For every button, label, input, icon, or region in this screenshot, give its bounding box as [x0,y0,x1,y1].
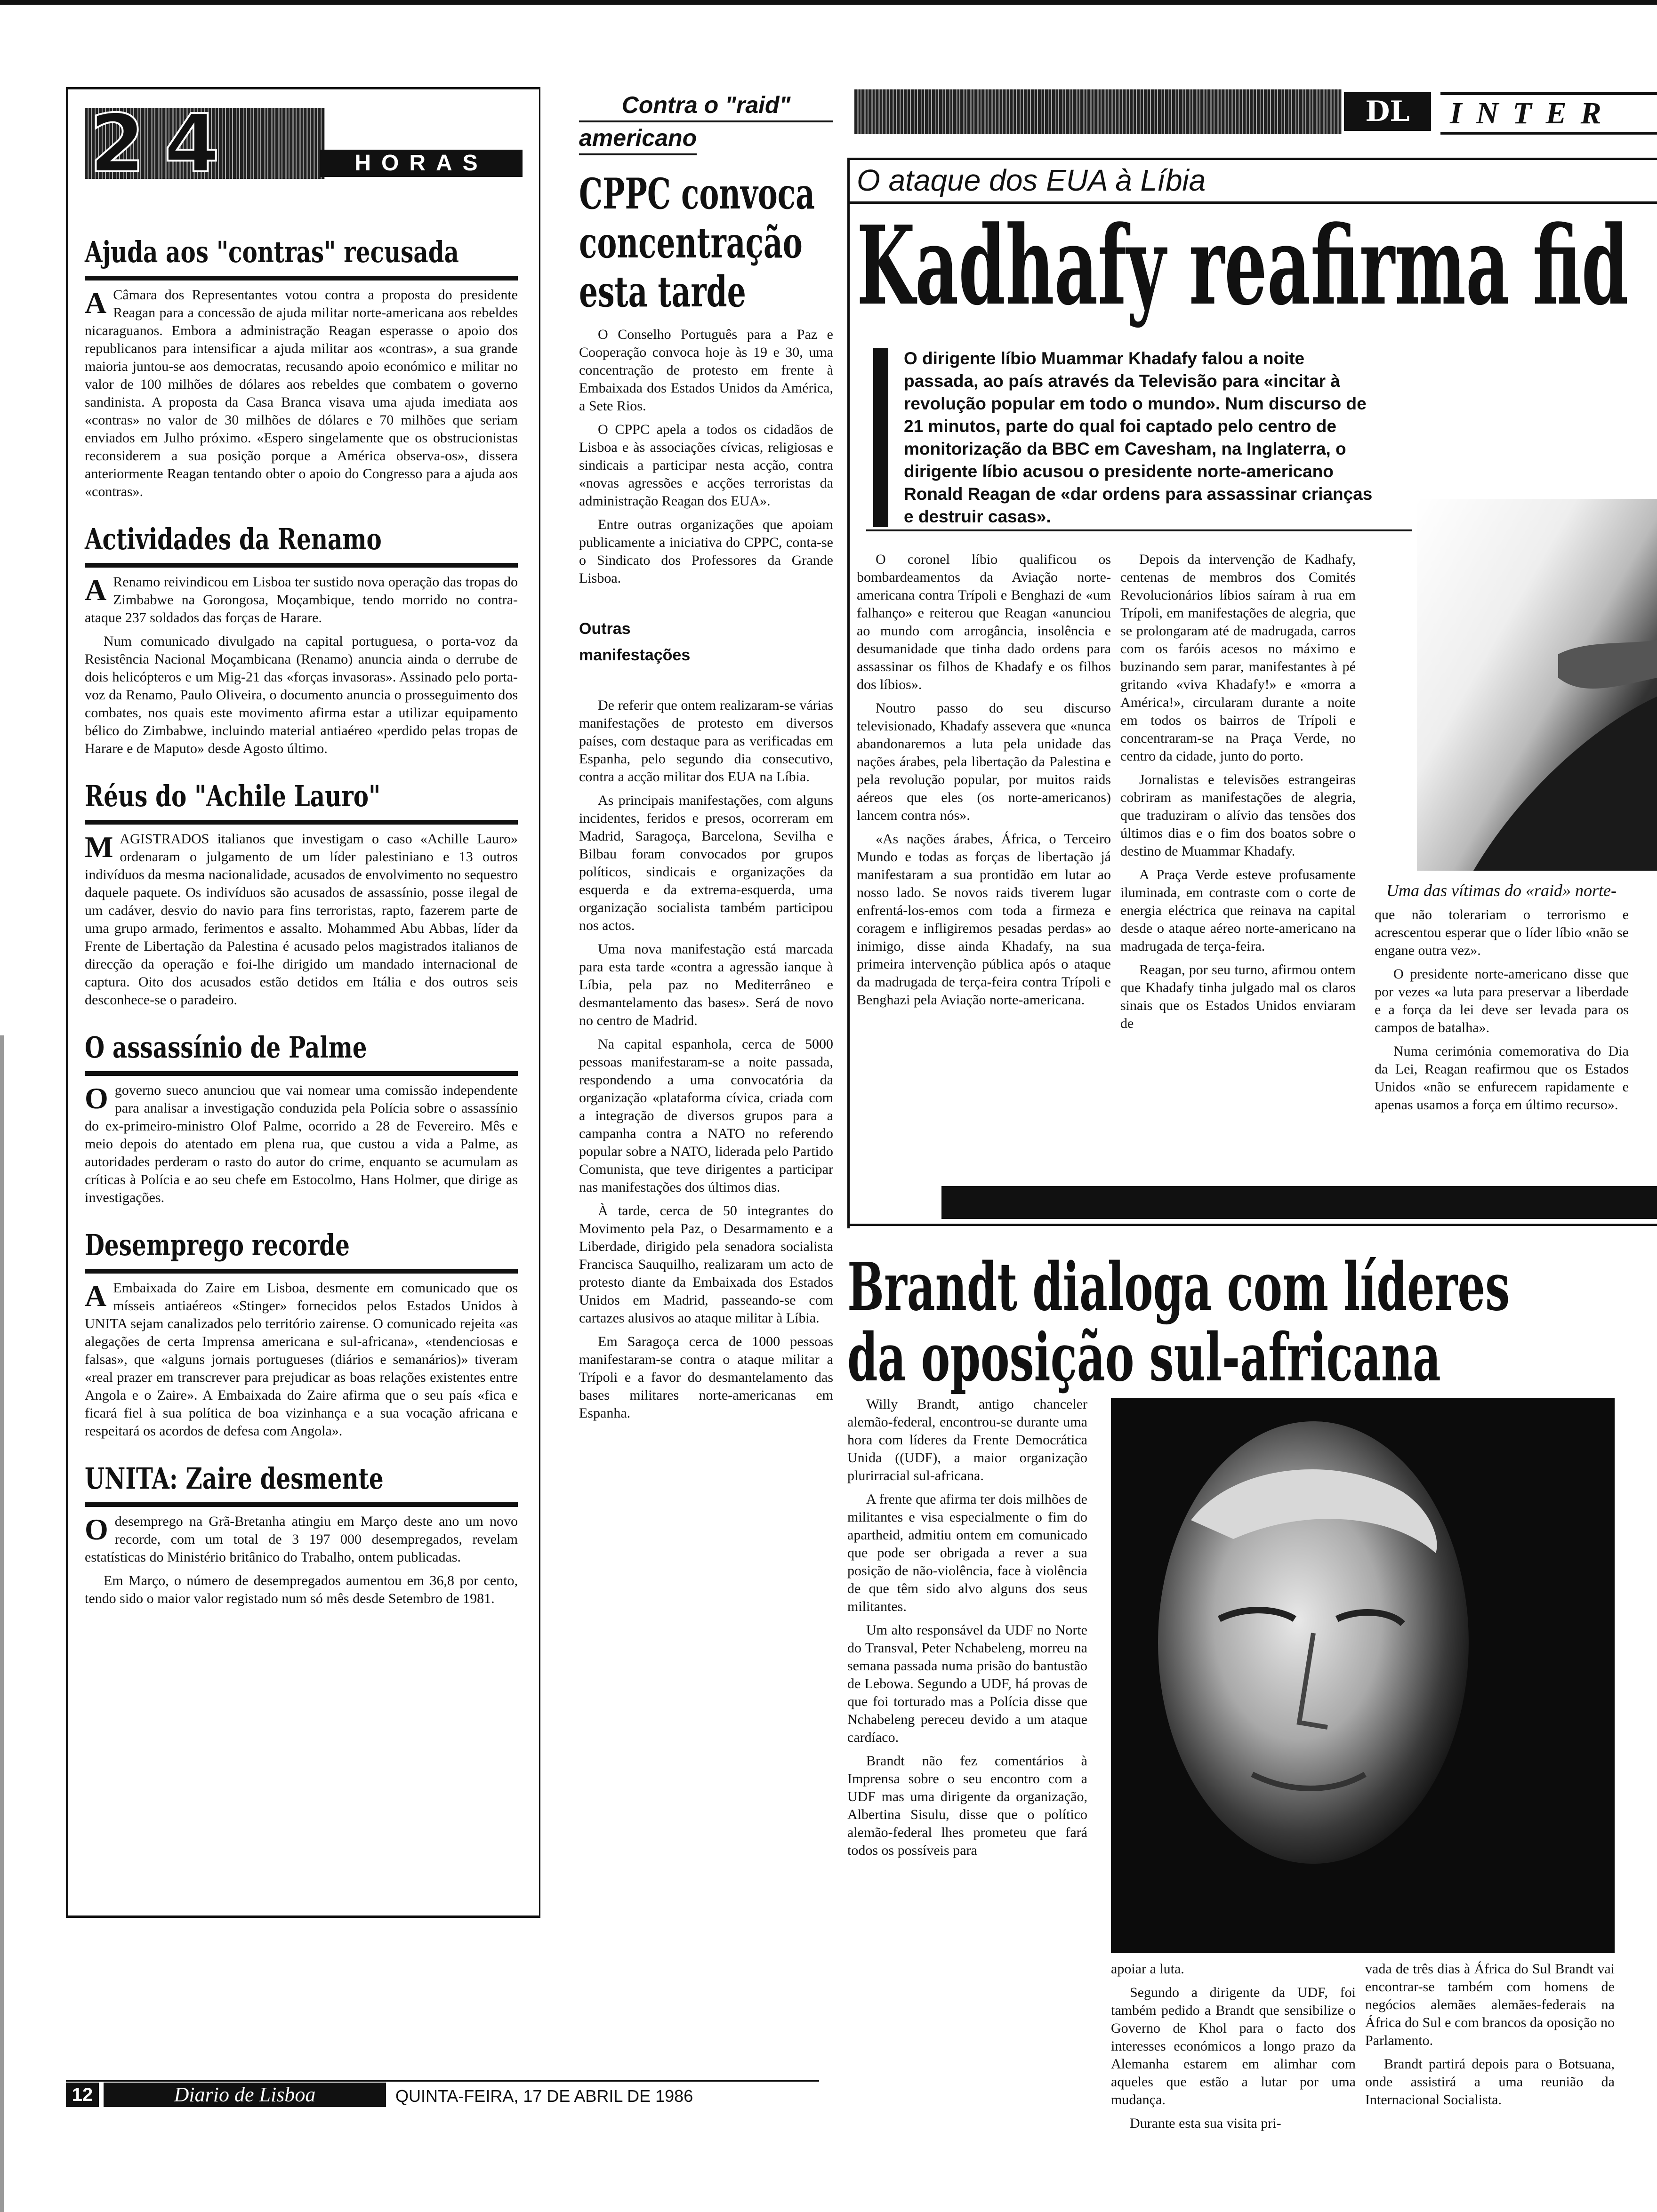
kadhafy-paragraph: Reagan, por seu turno, afirmou ontem que Khadafy tinha julgado mal os claros sinais que os Estados Unidos enviaram de [1120,962,1356,1031]
brief-rule [85,276,518,281]
kadhafy-paragraph: Noutro passo do seu discurso televisionado, Khadafy assevera que «nunca abandonaremos a luta pela unidade das nações árabes, pela libertação da Palestina e pela revolução popular, por muitos raids aéreos que eles (os norte-americanos) lancem contra nós». [857,700,1111,823]
brandt-photo [1111,1398,1615,1953]
paper-name: Diario de Lisboa [104,2083,386,2107]
brief-story-desemprego [85,1228,518,1440]
cppc-paragraph: Na capital espanhola, cerca de 5000 pessoas manifestaram-se a noite passada, respondendo a uma convocatória da organização «plataforma cívica, criada com a integração de diversos grupos para a campanha contra a NATO no referendo popular sobre a NATO, liderada pelo Partido Comunista, que teve dirigentes a participar nas manifestações dos últimos dias. [579,1036,833,1195]
cppc-paragraph: Entre outras organizações que apoiam publicamente a iniciativa do CPPC, conta-se o Sindicato dos Professores da Grande Lisboa. [579,517,833,586]
kadhafy-paragraph: A Praça Verde esteve profusamente iluminada, em contraste com o corte de energia eléctrica que reinava na capital desde o ataque aéreo norte-americano na madrugada de terça-feira. [1120,867,1356,954]
section-tag: INTER [1440,92,1657,135]
left-edge-shadow [0,1035,4,2212]
brief-story-unita [85,1462,518,1608]
lead-underline [866,529,1412,531]
victim-photo [1417,499,1657,871]
brief-rule [85,1071,518,1076]
kicker-line: Contra o "raid" [579,89,833,122]
kadhafy-paragraph: O coronel líbio qualificou os bombardeamentos da Aviação norte-americana contra Trípoli e Benghazi de «um falhanço» e reiterou que Reagan «anunciou ao mundo com arrogância, insolência e desumanidade que tinha dado ordens para assassinar os filhos de Khadafy e os filhos dos líbios». [857,552,1111,692]
kadhafy-paragraph: Depois da intervenção de Kadhafy, centenas de membros dos Comités Revolucionários líbios saíram à rua em Trípoli, em manifestações de alegria, que se prolongaram até de madrugada, carros com os faróis acesos no máximo e buzinando sem parar, manifestantes à pé gritando «viva Khadafy!» e «morra a América!», circularam durante a noite em todos os bairros de Trípoli e concentraram-se na Praça Verde, no centro da cidade, junto do porto. [1120,552,1356,764]
brief-paragraph: AGISTRADOS italianos que investigam o caso «Achille Lauro» ordenaram o julgamento de um líder palestiniano e 13 outros indivíduos da mesma nacionalidade, acusados de envolvimento no sequestro daquele paquete. Os indivíduos são acusados de assassínio, posse ilegal de um cadáver, desvio do navio para fins terroristas, rapto, fazerem parte de uma grupo armado, ferimentos e assalto. Mohammed Abu Abbas, líder da Frente de Libertação da Palestina é acusado pelos magistrados italianos de direcção da operação e foi-lhe dirigido um mandado internacional de captura. Oito dos acusados estão detidos em Itália e dos outros seis desconhece-se o paradeiro. [85,831,518,1008]
kadhafy-col-1 [857,551,1111,1015]
brandt-paragraph: A frente que afirma ter dois milhões de militantes e visa especialmente o fim do apartheid, admitiu ontem em comunicado que pode ser obrigada a rever a sua posição de não-violência, face à violência de que têm sido alvo alguns dos seus militantes. [847,1491,1087,1614]
brandt-col-3 [1365,1960,1615,2115]
brief-title: Actividades da Renamo [85,522,382,556]
top-rule [0,0,1657,5]
dropcap: O [85,1082,108,1115]
kadhafy-kicker: O ataque dos EUA à Líbia [857,163,1206,197]
brief-paragraph: governo sueco anunciou que vai nomear uma comissão independente para analisar a investigação conduzida pela Polícia sobre o assassínio do ex-primeiro-ministro Olof Palme, ocorrido a 28 de Fevereiro. Mês e meio depois do atentado em plena rua, que custou a vida a Palme, as autoridades perderam o rasto do autor do crime, enquanto se acumulam as críticas à Polícia e ao seu chefe em Estocolmo, Hans Holmer, que dirige as investigações. [85,1082,518,1205]
logo-digits: 24 [89,97,239,191]
kicker-line: americano [579,122,697,155]
kadhafy-paragraph: «As nações árabes, África, o Terceiro Mundo e todas as forças de libertação já manifestaram a sua prontidão em lutar ao nosso lado. Se novos raids tiverem lugar enfrentá-los-emos com toda a firmeza e coragem e infligiremos pesadas perdas» ao inimigo, disse ainda Khadafy, na sua primeira intervenção pública após o ataque da madrugada de terça-feira contra Trípoli e Benghazi pela Aviação norte-americana. [857,831,1111,1008]
brief-paragraph: Renamo reivindicou em Lisboa ter sustido nova operação das tropas do Zimbabwe na Gorongosa, Moçambique, tendo morrido no contra-ataque 237 soldados das forças de Harare. [85,574,518,625]
brief-story-contras [85,235,518,501]
brandt-paragraph: apoiar a luta. [1111,1961,1184,1977]
page-number: 12 [66,2083,99,2107]
dropcap: M [85,830,113,864]
kadhafy-col-3 [1375,906,1629,1120]
cppc-subhead: Outras manifestações [579,620,691,664]
brandt-headline-line: da oposição sul-africana [847,1319,1441,1396]
dropcap: O [85,1513,108,1546]
kadhafy-bottom-bar [941,1186,1657,1219]
logo-word: HORAS [320,150,523,177]
brief-title: UNITA: Zaire desmente [85,1461,384,1496]
brief-title: Réus do "Achile Lauro" [85,779,381,813]
brandt-paragraph: Um alto responsável da UDF no Norte do Transval, Peter Nchabeleng, morreu na semana passada numa prisão do bantustão de Lebowa. Segundo a UDF, há provas de que foi torturado mas a Polícia disse que Nchabeleng pereceu devido a um ataque cardíaco. [847,1622,1087,1745]
kadhafy-lead: O dirigente líbio Muammar Khadafy falou a noite passada, ao país através da Televisão para «incitar à revolução popular em todo o mundo». Num discurso de 21 minutos, parte do qual foi captado pelo centro de monitorização da BBC em Cavesham, na Inglaterra, o dirigente líbio acusou o presidente norte-americano Ronald Reagan de «dar ordens para assassinar crianças e destruir casas». [904,349,1373,526]
lead-bar [873,348,888,527]
kadhafy-paragraph: Jornalistas e televisões estrangeiras cobriram as manifestações de alegria, que traduziram o alívio das tensões dos últimos dias e o fim dos boatos sobre o destino de Muammar Khadafy. [1120,772,1356,859]
cppc-paragraph: O CPPC apela a todos os cidadãos de Lisboa e às associações cívicas, religiosas e sindicais a participar nesta acção, contra «novas agressões e acções terroristas da administração Reagan dos EUA». [579,422,833,509]
cppc-paragraph: À tarde, cerca de 50 integrantes do Movimento pela Paz, o Desarmamento e a Liberdade, dirigido pela senadora socialista Francisca Sauquilho, realizaram um acto de protesto diante da Embaixada dos Estados Unidos em Madrid, passeando-se com cartazes alusivos ao ataque militar à Líbia. [579,1203,833,1326]
brief-story-renamo [85,522,518,758]
brief-paragraph: Num comunicado divulgado na capital portuguesa, o porta-voz da Resistência Nacional Moçambicana (Renamo) anuncia ainda o derrube de dois helicópteros e um Mig-21 das «forças invasoras». Assinado pelo porta-voz da Renamo, Paulo Oliveira, o documento anuncia o prosseguimento dos combates, nos quais este movimento afirma estar a utilizar equipamento bélico do Zimbabwe, incluindo material antiaéreo «perdido pelas tropas de Harare e de Maputo» desde Agosto último. [85,633,518,756]
dropcap: A [85,573,107,607]
brandt-paragraph: vada de três dias à África do Sul Brandt vai encontrar-se também com homens de negócios alemães alemães-federais na África do Sul e com brancos da oposição no Parlamento. [1365,1961,1615,2048]
brief-story-palme [85,1031,518,1207]
brief-story-achile-lauro [85,779,518,1009]
cppc-paragraph: Uma nova manifestação está marcada para esta tarde «contra a agressão ianque à Líbia, pela paz no Mediterrâneo e desmantelamento das bases». Será de novo no centro de Madrid. [579,941,833,1028]
cppc-article [579,89,833,1428]
dropcap: A [85,286,107,320]
brandt-col-2 [1111,1960,1356,2138]
brief-rule [85,1502,518,1507]
brandt-paragraph: Segundo a dirigente da UDF, foi também pedido a Brandt que sensibilize o Governo de Khol para o facto dos interesses económicos a longo prazo da Alemanha estarem em alimhar com aqueles que estão a lutar por uma mudança. [1111,1985,1356,2108]
brief-paragraph: Câmara dos Representantes votou contra a proposta do presidente Reagan para a concessão de ajuda militar norte-americana aos rebeldes nicaraguanos. Embora a administração Reagan esperasse o apoio dos republicanos para intensificar a ajuda militar aos «contras», a sua grande maioria juntou-se aos democratas, recusando apoio económico e militar no valor de 100 milhões de dólares aos rebeldes que combatem o governo sandinista. A proposta da Casa Branca visava uma ajuda imediata aos «contras» no valor de 30 milhões de dólares e 70 milhões que seriam enviados em Julho próximo. «Espero singelamente que os obstrucionistas reconsiderem a sua posição porque a América observa-os», dissera anteriormente Reagan tentando obter o apoio do Congresso para a ajuda aos «contras». [85,287,518,499]
brief-title: Desemprego recorde [85,1228,350,1262]
brandt-paragraph: Brandt não fez comentários à Imprensa sobre o seu encontro com a UDF mas uma dirigente da organização, Albertina Sisulu, disse que o político alemão-federal lhes prometeu que fará todos os possíveis para [847,1753,1087,1858]
cppc-kicker [579,89,833,155]
kadhafy-paragraph: Numa cerimónia comemorativa do Dia da Lei, Reagan reafirmou que os Estados Unidos «não se enfurecem rapidamente e apenas usamos a força em último recurso». [1375,1043,1629,1113]
victim-photo-art [1417,499,1657,871]
brief-paragraph: desemprego na Grã-Bretanha atingiu em Março deste ano um novo recorde, com um total de 3 197 000 desempregados, revelam estatísticas do Ministério britânico do Trabalho, ontem publicadas. [85,1514,518,1565]
kadhafy-headline-wrap [857,202,1657,329]
brief-rule [85,1269,518,1274]
footer-rule [66,2080,819,2082]
brandt-col-1 [847,1395,1087,1865]
cppc-paragraph: As principais manifestações, com alguns incidentes, feridos e presos, ocorreram em Madrid, Saragoça, Barcelona, Sevilha e Bilbau foram convocados por grupos políticos, sindicais e organizações da esquerda e da extrema-esquerda, uma organização socialista também participou nos actos. [579,793,833,933]
cppc-headline: CPPC convoca concentração esta tarde [579,169,815,317]
photo-caption: Uma das vítimas do «raid» norte- [1386,881,1617,900]
kadhafy-box-bottom [847,1224,1657,1226]
section-logo: DL [1344,92,1431,131]
brief-rule [85,563,518,568]
cppc-paragraph: De referir que ontem realizaram-se várias manifestações de protesto em diversos países, com destaque para as verificadas em Espanha, pelo segundo dia consecutivo, contra a acção militar dos EUA na Líbia. [579,697,833,785]
briefs-column [85,235,518,1613]
brandt-headline-wrap [847,1249,1657,1396]
brief-rule [85,820,518,825]
brief-paragraph: Em Março, o número de desempregados aumentou em 36,8 por cento, tendo sido o maior valor registado num só mês desde Setembro de 1981. [85,1573,518,1606]
dropcap: A [85,1279,107,1313]
kadhafy-headline: Kadhafy reafirma fid [857,202,1629,329]
brandt-paragraph: Brandt partirá depois para o Botsuana, onde assistirá a uma reunião da Internacional Socialista. [1365,2056,1615,2108]
brandt-paragraph: Willy Brandt, antigo chanceler alemão-federal, encontrou-se durante uma hora com líderes da Frente Democrática Unida ((UDF), a maior organização plurirracial sul-africana. [847,1396,1087,1483]
section-banner-texture [854,89,1342,134]
24-horas-logo [85,97,527,191]
cppc-paragraph: Em Saragoça cerca de 1000 pessoas manifestaram-se contra o ataque militar a Trípoli e a favor do desmantelamento das bases militares norte-americanas em Espanha. [579,1334,833,1421]
issue-date: QUINTA-FEIRA, 17 DE ABRIL DE 1986 [395,2086,693,2106]
kadhafy-paragraph: O presidente norte-americano disse que por vezes «a luta para preservar a liberdade e a força da lei deve ser levada para os campos de batalha». [1375,966,1629,1035]
brandt-headline-line: Brandt dialoga com líderes [847,1249,1510,1326]
kadhafy-paragraph: que não tolerariam o terrorismo e acrescentou esperar que o líder líbio «não se engane outra vez». [1375,907,1629,958]
brandt-portrait-art [1111,1398,1615,1953]
cppc-paragraph: O Conselho Português para a Paz e Cooperação convoca hoje às 19 e 30, uma concentração de protesto em frente à Embaixada dos Estados Unidos da América, a Sete Rios. [579,327,833,414]
brief-paragraph: Embaixada do Zaire em Lisboa, desmente em comunicado que os mísseis antiaéreos «Stinger» fornecidos pelos Estados Unidos à UNITA sejam canalizados pelo território zairense. O comunicado rejeita «as alegações de certa Imprensa americana e sul-africana», «tendenciosas e falsas», que «alguns jornais portugueses (diários e semanários)» tiveram «real prazer em transcrever para prejudicar as boas relações existentes entre Angola e o Zaire». A Embaixada do Zaire afirma que o seu país «fica e ficará fiel à sua política de boa vizinhança e a sua vocação africana e respeitará os acordos de defesa com Angola». [85,1280,518,1439]
brandt-paragraph: Durante esta sua visita pri- [1130,2116,1281,2131]
kadhafy-col-2 [1120,551,1356,1038]
brief-title: O assassínio de Palme [85,1030,367,1065]
brief-title: Ajuda aos "contras" recusada [85,235,459,269]
